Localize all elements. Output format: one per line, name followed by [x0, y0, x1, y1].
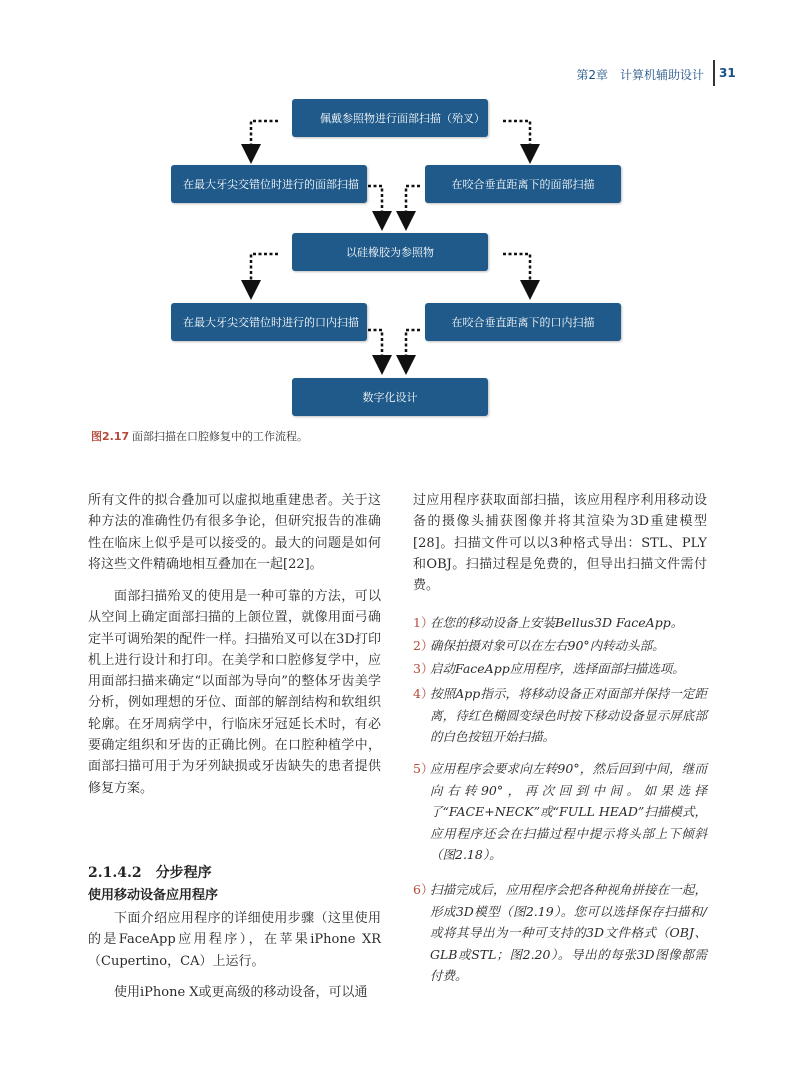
flow-box-face-scan-vdo: 在咬合垂直距离下的面部扫描: [425, 165, 621, 203]
flow-box-face-scan-mip: 在最大牙尖交错位时进行的面部扫描: [171, 165, 367, 203]
step-item-4: [413, 683, 707, 748]
step-item-3: [413, 658, 707, 680]
step-text: 确保拍摄对象可以在左右90°内转动头部。: [430, 638, 665, 653]
page-number: 31: [719, 66, 736, 80]
step-text: 扫描完成后，应用程序会把各种视角拼接在一起，形成3D模型（图2.19）。您可以选择保存扫描和/或将其导出为一种可支持的3D文件格式（OBJ、GLB或STL；图2.20）。导出的每张3D图像都需付费。: [430, 882, 707, 984]
step-number: 6）: [413, 882, 434, 897]
arrow-2b-to-3: [406, 186, 420, 221]
step-number: 1）: [413, 615, 434, 630]
arrow-3-to-4a: [251, 254, 278, 290]
step-number: 2）: [413, 638, 434, 653]
step-number: 3）: [413, 661, 434, 676]
flow-box-intraoral-scan-mip: 在最大牙尖交错位时进行的口内扫描: [171, 303, 367, 341]
flow-box-digital-design: 数字化设计: [292, 378, 488, 416]
step-item-6: [413, 879, 707, 987]
step-number: 4）: [413, 686, 434, 701]
step-number: 5）: [413, 761, 434, 776]
arrow-4a-to-5: [368, 330, 382, 365]
arrow-1-to-2b: [503, 121, 530, 154]
flowchart-arrows: [0, 0, 800, 440]
subsection-heading: 使用移动设备应用程序: [88, 888, 219, 903]
arrow-4b-to-5: [406, 330, 420, 365]
flow-box-intraoral-scan-vdo: 在咬合垂直距离下的口内扫描: [425, 303, 621, 341]
left-para-2: 面部扫描殆叉的使用是一种可靠的方法，可以从空间上确定面部扫描的上颌位置，就像用面弓确定半可调殆架的配件一样。扫描殆叉可以在3D打印机上进行设计和打印。在美学和口腔修复学中，应用面部扫描来确定“以面部为导向”的整体牙齿美学分析，例如理想的牙位、面部的解剖结构和软组织轮廓。在牙周病学中，行临床牙冠延长术时，有必要确定组织和牙齿的正确比例。在口腔种植学中，面部扫描可用于为牙列缺损或牙齿缺失的患者提供修复方案。: [88, 589, 381, 796]
flow-box-silicone-reference: 以硅橡胶为参照物: [292, 233, 488, 271]
figure-caption: 面部扫描在口腔修复中的工作流程。: [132, 430, 308, 443]
step-text: 启动FaceApp应用程序，选择面部扫描选项。: [430, 661, 685, 676]
step-text: 在您的移动设备上安装Bellus3D FaceApp。: [430, 615, 684, 630]
left-para-3: 下面介绍应用程序的详细使用步骤（这里使用的是FaceApp应用程序），在苹果iPhone XR（Cupertino，CA）上运行。: [88, 911, 381, 969]
step-text: 应用程序会要求向左转90°，然后回到中间，继而向右转90°，再次回到中间。如果选择了“FACE+NECK”或“FULL HEAD”扫描模式，应用程序还会在扫描过程中提示将头部上下倾斜（图2.18）。: [430, 761, 707, 863]
arrow-1-to-2a: [251, 121, 278, 154]
right-para-1: 过应用程序获取面部扫描，该应用程序利用移动设备的摄像头捕获图像并将其渲染为3D重建模型[28]。扫描文件可以以3种格式导出：STL、PLY和OBJ。扫描过程是免费的，但导出扫描文件需付费。: [413, 493, 707, 594]
flow-box-face-scan-with-fork: 佩戴参照物进行面部扫描（殆叉）: [292, 99, 488, 137]
step-item-1: [413, 612, 707, 634]
running-header-chapter: 第2章 计算机辅助设计: [576, 68, 704, 82]
arrow-2a-to-3: [368, 186, 382, 221]
left-para-1: 所有文件的拟合叠加可以虚拟地重建患者。关于这种方法的准确性仍有很多争论，但研究报告的准确性在临床上似乎是可以接受的。最大的问题是如何将这些文件精确地相互叠加在一起[22]。: [88, 493, 381, 572]
arrow-3-to-4b: [503, 254, 530, 290]
step-item-2: [413, 635, 707, 657]
step-text: 按照App指示，将移动设备正对面部并保持一定距离，待红色椭圆变绿色时按下移动设备显示屏底部的白色按钮开始扫描。: [430, 686, 707, 745]
left-para-4: 使用iPhone X或更高级的移动设备，可以通: [114, 985, 368, 1000]
step-item-5: [413, 758, 707, 866]
figure-number: 图2.17: [91, 430, 130, 443]
section-heading: 2.1.4.2 分步程序: [88, 865, 212, 881]
